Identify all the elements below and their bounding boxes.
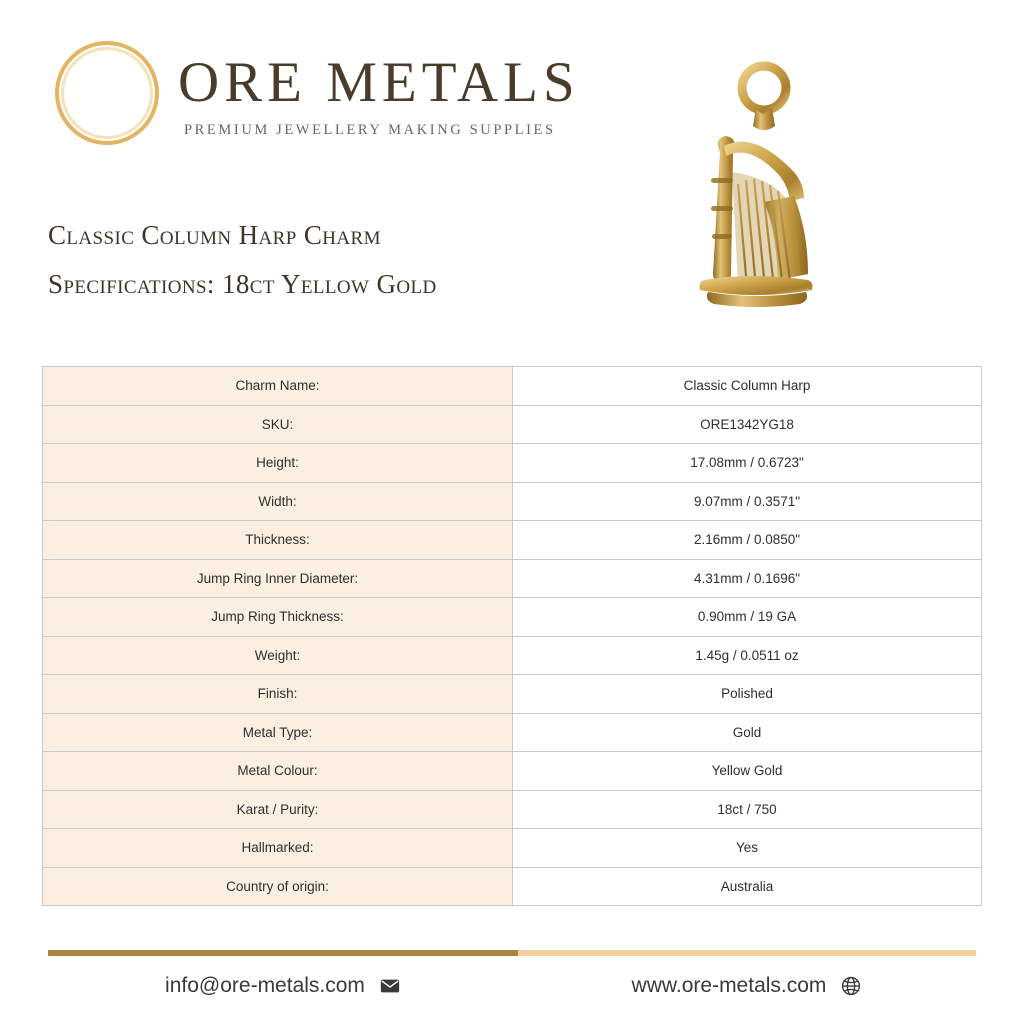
harp-charm-pendant-image xyxy=(664,50,864,350)
envelope-icon xyxy=(379,975,401,997)
table-row xyxy=(43,829,982,868)
row-value: 4.31mm / 0.1696" xyxy=(513,559,982,598)
table-row xyxy=(43,636,982,675)
brand-header xyxy=(48,34,648,174)
row-value: Classic Column Harp xyxy=(513,367,982,406)
row-label: Height: xyxy=(43,444,513,483)
footer-divider xyxy=(48,950,976,956)
circle-ring-icon xyxy=(48,34,166,152)
table-row xyxy=(43,482,982,521)
table-row xyxy=(43,713,982,752)
table-row xyxy=(43,675,982,714)
row-label: Jump Ring Inner Diameter: xyxy=(43,559,513,598)
title-block xyxy=(48,222,708,320)
table-row xyxy=(43,367,982,406)
page-title: Classic Column Harp Charm xyxy=(48,220,381,250)
table-row xyxy=(43,405,982,444)
table-row xyxy=(43,867,982,906)
footer-divider-light xyxy=(518,950,976,956)
row-value: 17.08mm / 0.6723" xyxy=(513,444,982,483)
row-value: Yes xyxy=(513,829,982,868)
row-value: 0.90mm / 19 GA xyxy=(513,598,982,637)
row-value: Australia xyxy=(513,867,982,906)
row-value: 2.16mm / 0.0850" xyxy=(513,521,982,560)
row-value: 18ct / 750 xyxy=(513,790,982,829)
row-label: Weight: xyxy=(43,636,513,675)
table-row xyxy=(43,790,982,829)
brand-text-block xyxy=(178,48,580,139)
row-label: Thickness: xyxy=(43,521,513,560)
footer-email[interactable]: info@ore-metals.com xyxy=(165,974,365,997)
specifications-table xyxy=(42,366,982,906)
brand-name: ORE METALS xyxy=(178,50,580,114)
row-value: 1.45g / 0.0511 oz xyxy=(513,636,982,675)
row-label: Width: xyxy=(43,482,513,521)
table-row xyxy=(43,444,982,483)
row-label: Charm Name: xyxy=(43,367,513,406)
footer xyxy=(48,958,976,1014)
row-label: Metal Colour: xyxy=(43,752,513,791)
row-value: Polished xyxy=(513,675,982,714)
table-row xyxy=(43,521,982,560)
row-label: Jump Ring Thickness: xyxy=(43,598,513,637)
brand-tagline: PREMIUM JEWELLERY MAKING SUPPLIES xyxy=(184,121,556,138)
table-body xyxy=(43,367,982,906)
row-label: SKU: xyxy=(43,405,513,444)
globe-icon xyxy=(840,975,862,997)
footer-divider-dark xyxy=(48,950,518,956)
footer-website[interactable]: www.ore-metals.com xyxy=(631,974,827,997)
row-value: Yellow Gold xyxy=(513,752,982,791)
table-row xyxy=(43,559,982,598)
row-value: ORE1342YG18 xyxy=(513,405,982,444)
table-row xyxy=(43,752,982,791)
row-label: Finish: xyxy=(43,675,513,714)
logo-lockup xyxy=(48,34,648,152)
row-label: Country of origin: xyxy=(43,867,513,906)
row-label: Hallmarked: xyxy=(43,829,513,868)
row-value: 9.07mm / 0.3571" xyxy=(513,482,982,521)
row-label: Metal Type: xyxy=(43,713,513,752)
table-row xyxy=(43,598,982,637)
footer-email-group[interactable] xyxy=(48,974,518,998)
row-label: Karat / Purity: xyxy=(43,790,513,829)
page-subtitle: Specifications: 18ct Yellow Gold xyxy=(48,269,437,299)
footer-website-group[interactable] xyxy=(518,974,976,998)
row-value: Gold xyxy=(513,713,982,752)
